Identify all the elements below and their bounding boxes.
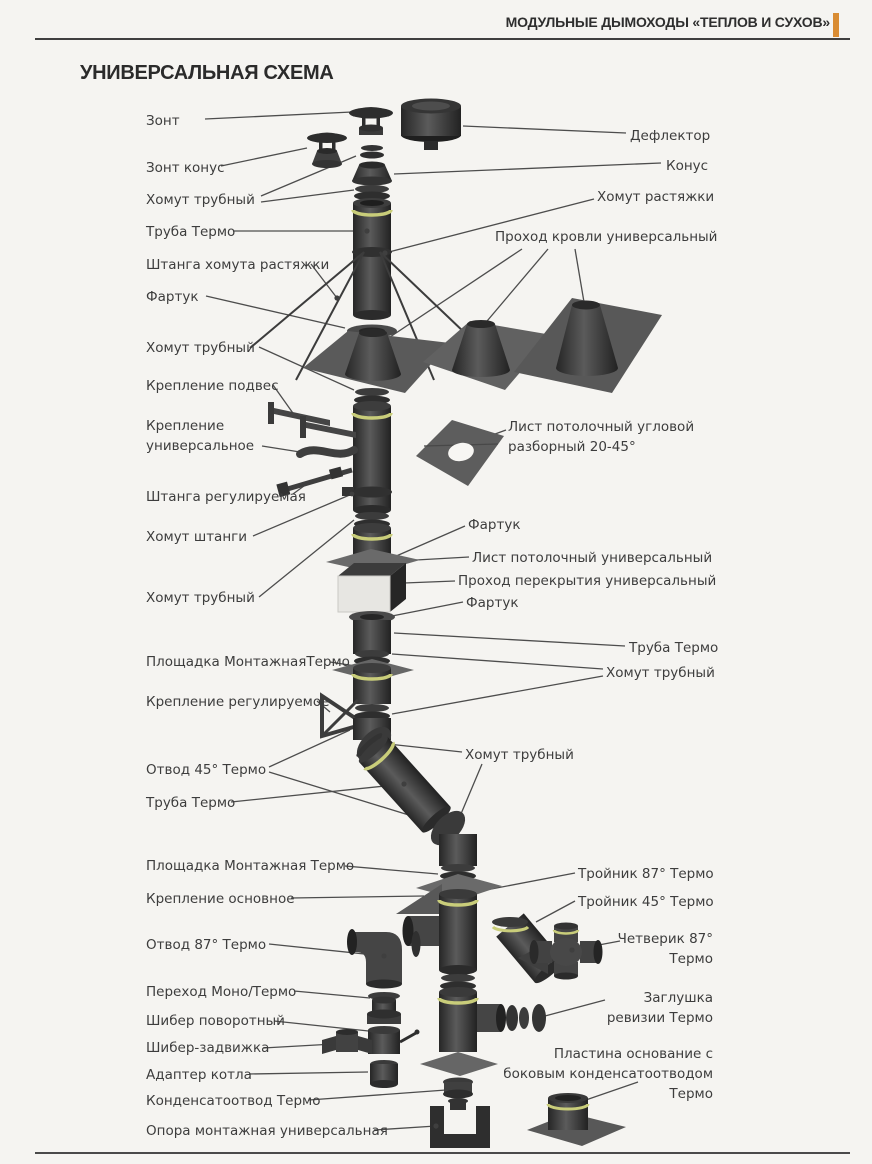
label-perekhod-mono-termo: Переход Моно/Термо (146, 984, 297, 1000)
label-troynik-45-termo: Тройник 45° Термо (578, 894, 714, 910)
label-khomut-trubnyy-2: Хомут трубный (146, 340, 255, 356)
label-deflektor: Дефлектор (630, 128, 711, 144)
label-plastina-osnovanie: Пластина основание с боковым конденсатоотводом Термо (503, 1046, 713, 1102)
label-chetverik-87-termo: Четверик 87° Термо (617, 931, 713, 967)
part-kreplenie-universalnoe (300, 450, 354, 454)
label-truba-termo-2: Труба Термо (146, 795, 236, 811)
label-zont: Зонт (146, 113, 180, 129)
label-fartuk-3: Фартук (466, 595, 519, 611)
part-truba-termo-4 (353, 620, 391, 666)
label-kreplenie-podves: Крепление подвес (146, 378, 279, 394)
part-zont (349, 107, 393, 159)
label-shtanga-reguliruemaya: Штанга регулируемая (146, 489, 306, 505)
part-kondensatootvod (443, 1078, 473, 1111)
label-list-potolochnyy-uglovoy: Лист потолочный угловой разборный 20-45° (508, 419, 695, 455)
part-perekhod-mono-termo (367, 992, 401, 1024)
part-prokhod-perekrytiya (338, 563, 406, 612)
label-shiber-povorotnyy: Шибер поворотный (146, 1013, 285, 1029)
label-otvod-45-termo: Отвод 45° Термо (146, 762, 267, 778)
label-opora-montazhnaya-universalnaya: Опора монтажная универсальная (146, 1123, 388, 1139)
part-khomut-shtangi (342, 487, 392, 498)
label-list-potolochnyy-universalnyy: Лист потолочный универсальный (472, 550, 713, 566)
part-shiber-povorotnyy (368, 1026, 420, 1054)
label-ploshchadka-montazhnaya-termo-2: Площадка Монтажная Термо (146, 858, 355, 874)
part-zaglushka-revizii (506, 1004, 546, 1032)
label-truba-termo-1: Труба Термо (146, 224, 236, 240)
label-kreplenie-osnovnoe: Крепление основное (146, 891, 295, 907)
label-fartuk-2: Фартук (468, 517, 521, 533)
part-ploshchadka-montazhnaya-3 (420, 1052, 498, 1076)
part-zont-konus (307, 133, 347, 169)
label-zont-konus: Зонт конус (146, 160, 225, 176)
label-shiber-zadvizhka: Шибер-задвижка (146, 1040, 270, 1056)
label-khomut-shtangi: Хомут штанги (146, 529, 248, 545)
label-khomut-trubnyy-1: Хомут трубный (146, 192, 255, 208)
label-prokhod-perekrytiya-universalnyy: Проход перекрытия универсальный (458, 573, 717, 589)
brand-title: МОДУЛЬНЫЕ ДЫМОХОДЫ «ТЕПЛОВ И СУХОВ» (505, 14, 830, 30)
part-konus (352, 162, 392, 186)
part-shiber-zadvizhka (322, 1029, 372, 1054)
label-ploshchadka-montazhnaya-termo-1: Площадка МонтажнаяТермо (146, 654, 350, 670)
part-adapter-kotla (370, 1060, 398, 1088)
part-troynik-revizia (439, 987, 506, 1052)
label-troynik-87-termo: Тройник 87° Термо (578, 866, 714, 882)
page-title: УНИВЕРСАЛЬНАЯ СХЕМА (80, 62, 334, 84)
label-adapter-kotla: Адаптер котла (146, 1067, 252, 1083)
label-konus: Конус (666, 158, 709, 174)
label-prokhod-krovli-universalnyy: Проход кровли универсальный (495, 229, 718, 245)
label-khomut-rastyazhki: Хомут растяжки (597, 189, 715, 205)
label-truba-termo-3: Труба Термо (629, 640, 719, 656)
label-otvod-87-termo: Отвод 87° Термо (146, 937, 267, 953)
part-prokhod-krovli-3 (514, 298, 662, 393)
label-kreplenie-reguliruemoe: Крепление регулируемое (146, 694, 330, 710)
label-fartuk-1: Фартук (146, 289, 199, 305)
label-khomut-trubnyy-5: Хомут трубный (465, 747, 574, 763)
label-kreplenie-universalnoe: Крепление универсальное (146, 418, 255, 454)
part-deflektor (401, 99, 461, 151)
part-opora-montazhnaya (430, 1106, 490, 1148)
part-kreplenie-podves (268, 402, 356, 438)
label-shtanga-khomuta-rastyazhki: Штанга хомута растяжки (146, 257, 330, 273)
label-kondensatootvod-termo: Конденсатоотвод Термо (146, 1093, 321, 1109)
label-khomut-trubnyy-4: Хомут трубный (606, 665, 715, 681)
label-khomut-trubnyy-3: Хомут трубный (146, 590, 255, 606)
part-list-potolochnyy-uglovoy (416, 420, 504, 486)
label-zaglushka-revizii-termo: Заглушка ревизии Термо (606, 990, 713, 1026)
